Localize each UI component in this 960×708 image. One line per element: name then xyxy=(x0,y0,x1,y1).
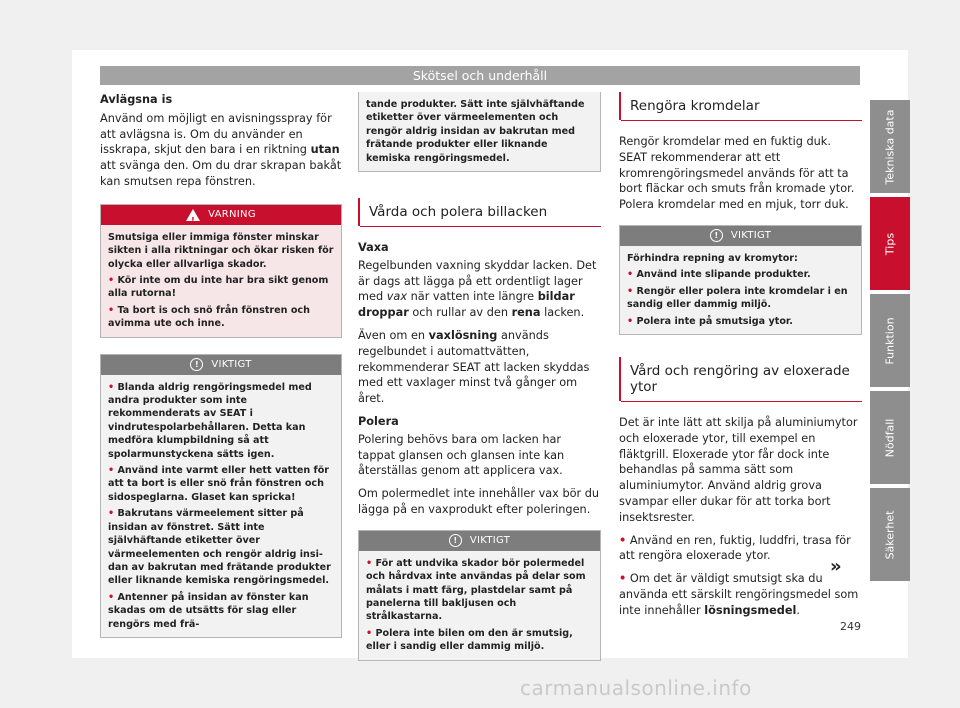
paragraph-ice: Använd om möjligt en avisningsspray för att avlägsna is. Om du använder en isskrapa, skjut den bara i en riktning utan att svänga den. Om du drar skrapan bakåt kan smutsen repa fönstren. xyxy=(100,111,342,188)
note-header: ! VIKTIGT xyxy=(101,355,341,375)
note-header: ! VIKTIGT xyxy=(359,531,600,551)
warning-body: Smutsiga eller immiga fönster minskar sikten i alla riktningar och ökar risken för olycka eller allvarliga skador. • Kör inte om du inte har bra sikt genom alla rutorna! • Ta bort is och snö från fönstren och avimma ute och inne. xyxy=(101,225,341,337)
note-body xyxy=(359,551,600,660)
tab-nodfall[interactable]: Nödfall xyxy=(870,391,910,484)
list-item: • Polera inte på smutsiga ytor. xyxy=(627,315,793,327)
list-item: • Rengör eller polera inte kromdelar i en sandig eller dammig miljö. xyxy=(627,285,848,311)
bullet-anodized-1: • Använd en ren, fuktig, luddfri, trasa för att rengöra eloxerade ytor. xyxy=(619,533,851,563)
note-header: ! VIKTIGT xyxy=(620,226,861,246)
list-item: • Polera inte bilen om den är smutsig, eller i sandig eller dammig miljö. xyxy=(366,627,573,653)
column-2 xyxy=(358,92,601,671)
list-item: • För att undvika skador bör polermedel och hårdvax inte användas på delar som målats i matt färg, plastdelar samt på panelerna till bakljusen och strålkastarna. xyxy=(366,557,586,623)
paragraph-polish-wax: Om polermedlet inte innehåller vax bör du lägga på en vaxprodukt efter poleringen. xyxy=(358,487,600,516)
list-item: • Använd inte varmt eller hett vatten för att ta bort is eller snö från fönstren och sidospeglarna. Glaset kan spricka! xyxy=(108,465,330,503)
section-title-care-paint: Vårda och polera billacken xyxy=(358,198,601,226)
tab-sakerhet[interactable]: Säkerhet xyxy=(870,488,910,581)
section-title-chrome: Rengöra kromdelar xyxy=(619,92,862,120)
warning-triangle-icon: ! xyxy=(186,209,200,221)
note-continued-box xyxy=(358,92,601,172)
tab-tekniska-data[interactable]: Tekniska data xyxy=(870,100,910,193)
note-continued-body: tande produkter. Sätt inte självhäftande etiketter över värmeelementen och rengör aldrig insidan av bakrutan med frätande produkter eller liknande kemiska rengöringsmedel. xyxy=(359,92,600,171)
warning-header: ! VARNING xyxy=(101,205,341,225)
note-body: Förhindra repning av kromytor: • Använd inte slipande produkter. • Rengör eller polera inte kromdelar i en sandig eller dammig miljö. • Polera inte på smutsiga ytor. xyxy=(620,246,861,334)
column-3 xyxy=(619,92,862,626)
column-1 xyxy=(100,92,342,648)
list-item: • Ta bort is och snö från fönstren och avimma ute och inne. xyxy=(108,304,310,330)
paragraph-wax-solution: Även om en vaxlösning används regelbundet i automattvätten, rekommenderar SEAT att lacken skyddas med ett vaxlager minst två gånger om året. xyxy=(358,329,590,406)
heading-remove-ice: Avlägsna is xyxy=(100,93,173,106)
paragraph-wax: Regelbunden vaxning skyddar lacken. Det är dags att lägga på ett ordentligt lager med vax när vatten inte längre bildar droppar och rullar av den rena lacken. xyxy=(358,258,597,320)
list-item: • Antenner på insidan av fönster kan skadas om de utsätts för slag eller rengörs med frä- xyxy=(108,591,309,630)
info-icon: ! xyxy=(190,358,203,371)
note-box-3 xyxy=(619,225,862,335)
list-item: • Använd inte slipande produkter. xyxy=(627,269,811,281)
subheading-polish: Polera xyxy=(358,415,399,428)
list-item: • Blanda aldrig rengöringsmedel med andra produkter som inte rekommenderats av SEAT i vindrutespolarbehållaren. Detta kan medföra klumpbildning så att spolarmunstyckena sätts igen. xyxy=(108,381,312,460)
page-header: Skötsel och underhåll xyxy=(100,66,860,85)
note-body xyxy=(101,375,341,637)
info-icon: ! xyxy=(710,229,723,242)
page-number: 249 xyxy=(840,620,861,633)
continue-arrow: » xyxy=(830,556,842,577)
paragraph-anodized: Det är inte lätt att skilja på aluminiumytor och eloxerade ytor, till exempel en fläktgrill. Eloxerade ytor får dock inte behandlas på samma sätt som aluminiumytor. Använd aldrig grova svampar eller dukar för att torka bort insektsrester. xyxy=(619,416,858,524)
list-item: • Bakrutans värmeelement sitter på insidan av fönstret. Sätt inte självhäftande etiketter över värmeelementen och rengör aldrig insidan av bakrutan med frätande produkter eller liknande kemiska rengöringsmedel. xyxy=(108,508,331,587)
tab-funktion[interactable]: Funktion xyxy=(870,294,910,387)
subheading-wax: Vaxa xyxy=(358,241,389,255)
note-box-1 xyxy=(100,354,342,638)
section-title-anodized: Vård och rengöring av eloxerade ytor xyxy=(619,357,862,401)
warning-box xyxy=(100,204,342,338)
bullet-anodized-2: • Om det är väldigt smutsigt ska du använda ett särskilt rengöringsmedel som inte innehåller lösningsmedel. xyxy=(619,572,859,617)
list-item: • Kör inte om du inte har bra sikt genom alla rutorna! xyxy=(108,275,329,300)
paragraph-chrome: Rengör kromdelar med en fuktig duk. SEAT rekommenderar att ett kromrengöringsmedel används för att ta bort fläckar och smuts från kromade ytor. Polera kromdelar med en mjuk, torr duk. xyxy=(619,135,855,212)
watermark: carmanualsonline.info xyxy=(520,676,752,700)
paragraph-polish: Polering behövs bara om lacken har tappat glansen och glansen inte kan återställas genom att applicera vax. xyxy=(358,432,565,478)
info-icon: ! xyxy=(449,534,462,547)
note-box-2 xyxy=(358,530,601,661)
tab-tips[interactable]: Tips xyxy=(870,197,910,290)
